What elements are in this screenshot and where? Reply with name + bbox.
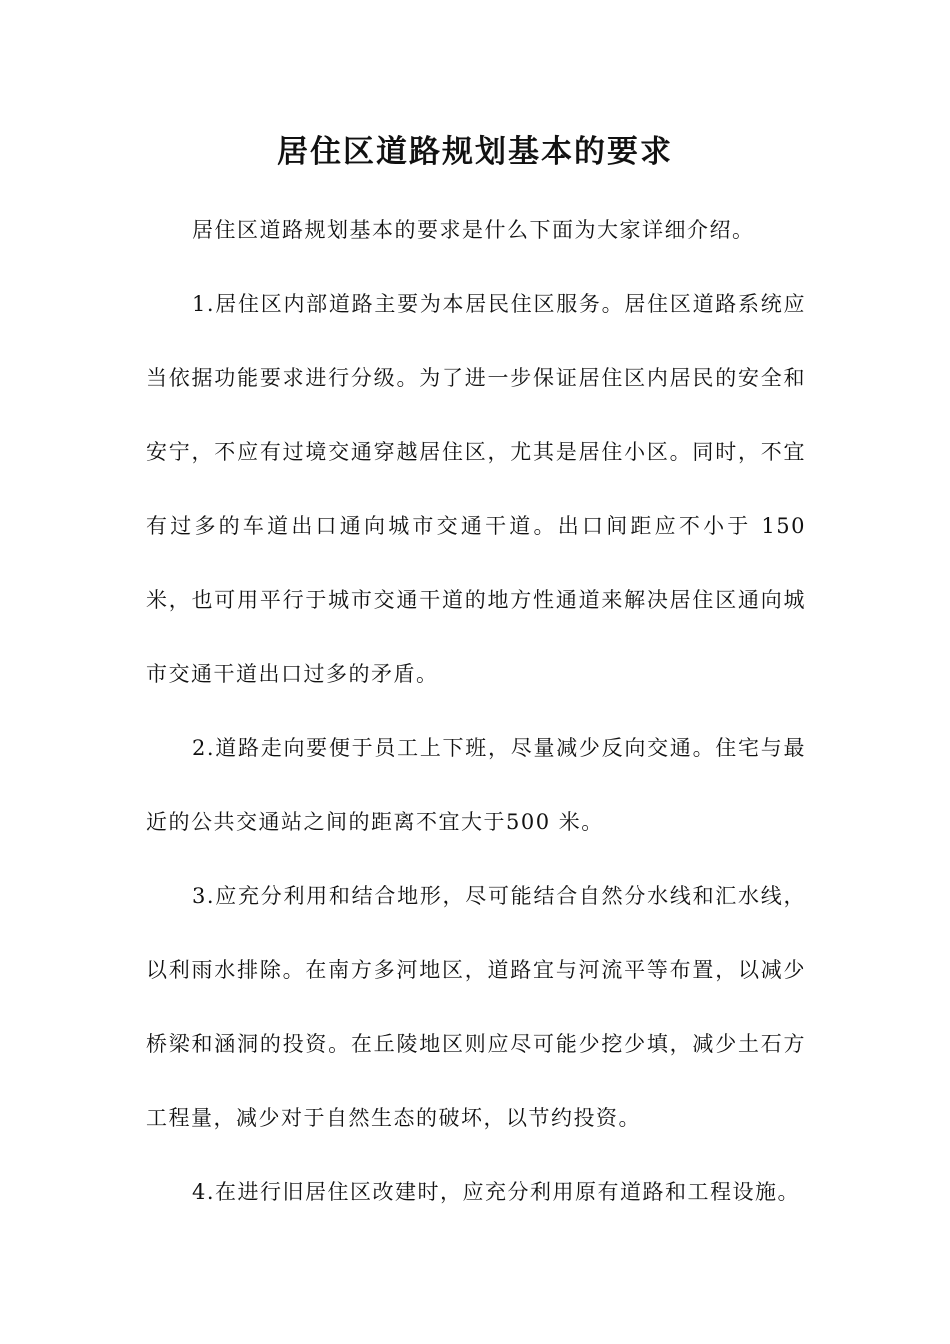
document-body xyxy=(146,193,806,1229)
paragraph-point-4: 4.在进行旧居住区改建时，应充分利用原有道路和工程设施。 xyxy=(192,1180,801,1204)
document-title: 居住区道路规划基本的要求 xyxy=(277,134,673,170)
paragraph-point-2: 2.道路走向要便于员工上下班，尽量减少反向交通。住宅与最近的公共交通站之间的距离不宜大于500 米。 xyxy=(146,736,806,834)
paragraph-intro: 居住区道路规划基本的要求是什么下面为大家详细介绍。 xyxy=(192,218,755,242)
paragraph-point-3: 3.应充分利用和结合地形，尽可能结合自然分水线和汇水线，以利雨水排除。在南方多河地区，道路宜与河流平等布置，以减少桥梁和涵洞的投资。在丘陵地区则应尽可能少挖少填，减少土石方工程量，减少对于自然生态的破坏，以节约投资。 xyxy=(146,884,806,1130)
paragraph-point-1: 1.居住区内部道路主要为本居民住区服务。居住区道路系统应当依据功能要求进行分级。为了进一步保证居住区内居民的安全和安宁，不应有过境交通穿越居住区，尤其是居住小区。同时，不宜有过多的车道出口通向城市交通干道。出口间距应不小于 150 米，也可用平行于城市交通干道的地方性通道来解决居住区通向城市交通干道出口过多的矛盾。 xyxy=(146,292,806,686)
